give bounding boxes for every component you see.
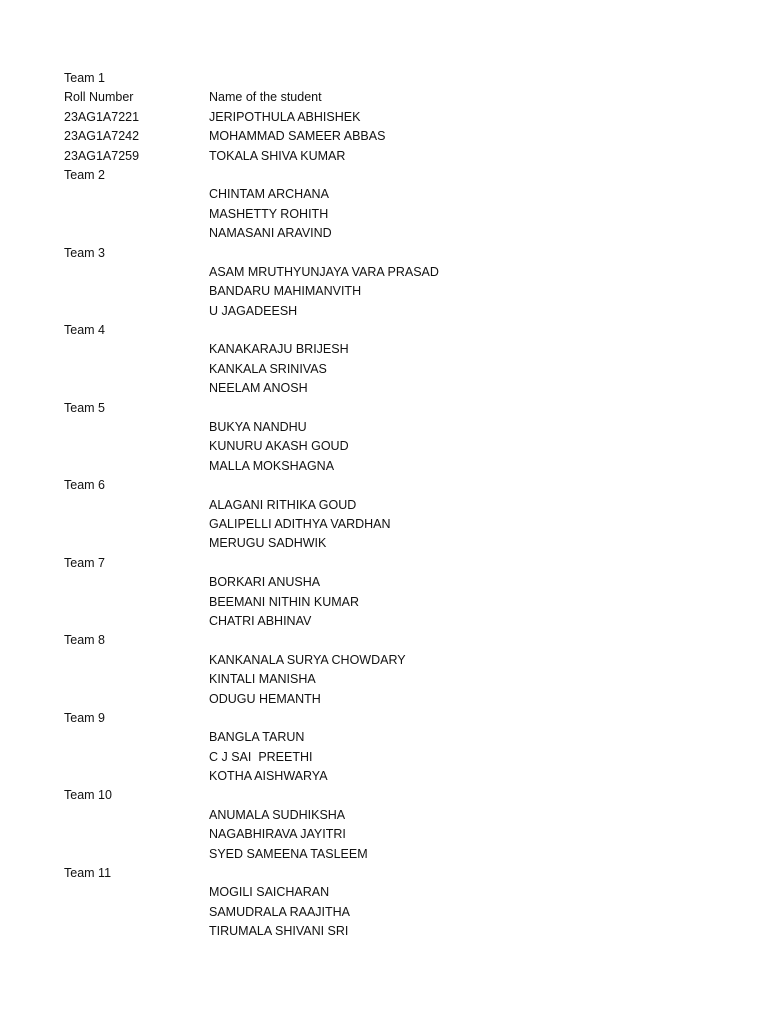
student-name: BANDARU MAHIMANVITH <box>209 284 362 299</box>
student-name: KANAKARAJU BRIJESH <box>209 342 349 357</box>
team-heading-row <box>64 864 704 883</box>
student-name: BUKYA NANDHU <box>209 420 307 435</box>
roll-number <box>64 205 209 224</box>
team-label: Team 11 <box>64 866 112 881</box>
roll-number <box>64 651 209 670</box>
team-heading-row <box>64 399 704 418</box>
team-label: Team 6 <box>64 478 105 493</box>
roll-number <box>64 302 209 321</box>
member-row <box>64 437 704 456</box>
member-row <box>64 147 704 166</box>
team-heading-row <box>64 69 704 88</box>
roll-number <box>64 379 209 398</box>
roll-number <box>64 883 209 902</box>
student-name: NAMASANI ARAVIND <box>209 226 332 241</box>
roll-number <box>64 670 209 689</box>
member-row <box>64 282 704 301</box>
roll-number <box>64 515 209 534</box>
member-row <box>64 205 704 224</box>
roll-number <box>64 437 209 456</box>
team-heading-row <box>64 709 704 728</box>
team-heading-row <box>64 631 704 650</box>
roll-number-header: Roll Number <box>64 90 134 105</box>
member-row <box>64 457 704 476</box>
student-name: KOTHA AISHWARYA <box>209 769 328 784</box>
roll-number <box>64 922 209 941</box>
student-name: ODUGU HEMANTH <box>209 691 321 706</box>
team-heading-row <box>64 244 704 263</box>
student-name: SAMUDRALA RAAJITHA <box>209 904 351 919</box>
member-row <box>64 224 704 243</box>
student-name: ASAM MRUTHYUNJAYA VARA PRASAD <box>209 264 439 279</box>
student-name: CHATRI ABHINAV <box>209 613 312 628</box>
member-row <box>64 418 704 437</box>
student-name: KINTALI MANISHA <box>209 672 316 687</box>
student-name: CHINTAM ARCHANA <box>209 187 329 202</box>
member-row <box>64 108 704 127</box>
member-row <box>64 825 704 844</box>
member-row <box>64 903 704 922</box>
roll-number <box>64 806 209 825</box>
team-label: Team 2 <box>64 167 105 182</box>
team-heading-row <box>64 554 704 573</box>
student-name: NEELAM ANOSH <box>209 381 308 396</box>
student-name: ALAGANI RITHIKA GOUD <box>209 497 357 512</box>
roll-number <box>64 340 209 359</box>
student-name: KANKALA SRINIVAS <box>209 361 327 376</box>
member-row <box>64 515 704 534</box>
team-label: Team 7 <box>64 555 105 570</box>
member-row <box>64 127 704 146</box>
student-name: TOKALA SHIVA KUMAR <box>209 148 346 163</box>
member-row <box>64 573 704 592</box>
member-row <box>64 806 704 825</box>
team-heading-row <box>64 166 704 185</box>
team-label: Team 5 <box>64 400 105 415</box>
roll-number <box>64 457 209 476</box>
roll-number <box>64 224 209 243</box>
roll-number <box>64 496 209 515</box>
roll-number: 23AG1A7221 <box>64 109 140 124</box>
student-name: SYED SAMEENA TASLEEM <box>209 846 368 861</box>
student-name: BANGLA TARUN <box>209 730 305 745</box>
roll-number <box>64 748 209 767</box>
roll-number <box>64 690 209 709</box>
roll-number <box>64 825 209 844</box>
roll-number <box>64 573 209 592</box>
roll-number: 23AG1A7259 <box>64 148 140 163</box>
team-heading-row <box>64 321 704 340</box>
member-row <box>64 922 704 941</box>
team-label: Team 1 <box>64 71 105 85</box>
student-name: TIRUMALA SHIVANI SRI <box>209 924 349 939</box>
team-heading-row <box>64 786 704 805</box>
student-name: NAGABHIRAVA JAYITRI <box>209 827 346 842</box>
team-label: Team 4 <box>64 323 105 338</box>
team-heading-row <box>64 476 704 495</box>
member-row <box>64 767 704 786</box>
roll-number <box>64 612 209 631</box>
member-row <box>64 379 704 398</box>
roll-number <box>64 185 209 204</box>
student-name-header: Name of the student <box>209 90 322 105</box>
student-name: MASHETTY ROHITH <box>209 206 329 221</box>
team-label: Team 9 <box>64 710 105 725</box>
roll-number <box>64 593 209 612</box>
student-name: KUNURU AKASH GOUD <box>209 439 349 454</box>
student-name: ANUMALA SUDHIKSHA <box>209 807 346 822</box>
roll-number <box>64 282 209 301</box>
student-name: GALIPELLI ADITHYA VARDHAN <box>209 516 391 531</box>
member-row <box>64 263 704 282</box>
roll-number <box>64 263 209 282</box>
student-name: U JAGADEESH <box>209 303 298 318</box>
team-label: Team 3 <box>64 245 105 260</box>
member-row <box>64 845 704 864</box>
student-name: BEEMANI NITHIN KUMAR <box>209 594 360 609</box>
member-row <box>64 670 704 689</box>
roll-number <box>64 845 209 864</box>
member-row <box>64 593 704 612</box>
roll-number <box>64 903 209 922</box>
member-row <box>64 534 704 553</box>
student-name: MERUGU SADHWIK <box>209 536 327 551</box>
student-name: MOGILI SAICHARAN <box>209 885 330 900</box>
team-label: Team 10 <box>64 788 112 803</box>
roll-number: 23AG1A7242 <box>64 129 140 144</box>
member-row <box>64 748 704 767</box>
student-name: C J SAI PREETHI <box>209 749 313 764</box>
student-name: BORKARI ANUSHA <box>209 575 321 590</box>
member-row <box>64 340 704 359</box>
student-name: MOHAMMAD SAMEER ABBAS <box>209 129 386 144</box>
roll-number <box>64 767 209 786</box>
column-header-row <box>64 88 704 107</box>
team-label: Team 8 <box>64 633 105 648</box>
roll-number <box>64 534 209 553</box>
team-roster <box>64 69 704 942</box>
member-row <box>64 612 704 631</box>
member-row <box>64 360 704 379</box>
member-row <box>64 302 704 321</box>
student-name: MALLA MOKSHAGNA <box>209 458 335 473</box>
member-row <box>64 690 704 709</box>
member-row <box>64 728 704 747</box>
member-row <box>64 883 704 902</box>
student-name: KANKANALA SURYA CHOWDARY <box>209 652 406 667</box>
roll-number <box>64 360 209 379</box>
member-row <box>64 185 704 204</box>
member-row <box>64 496 704 515</box>
member-row <box>64 651 704 670</box>
student-name: JERIPOTHULA ABHISHEK <box>209 109 361 124</box>
roll-number <box>64 418 209 437</box>
roll-number <box>64 728 209 747</box>
